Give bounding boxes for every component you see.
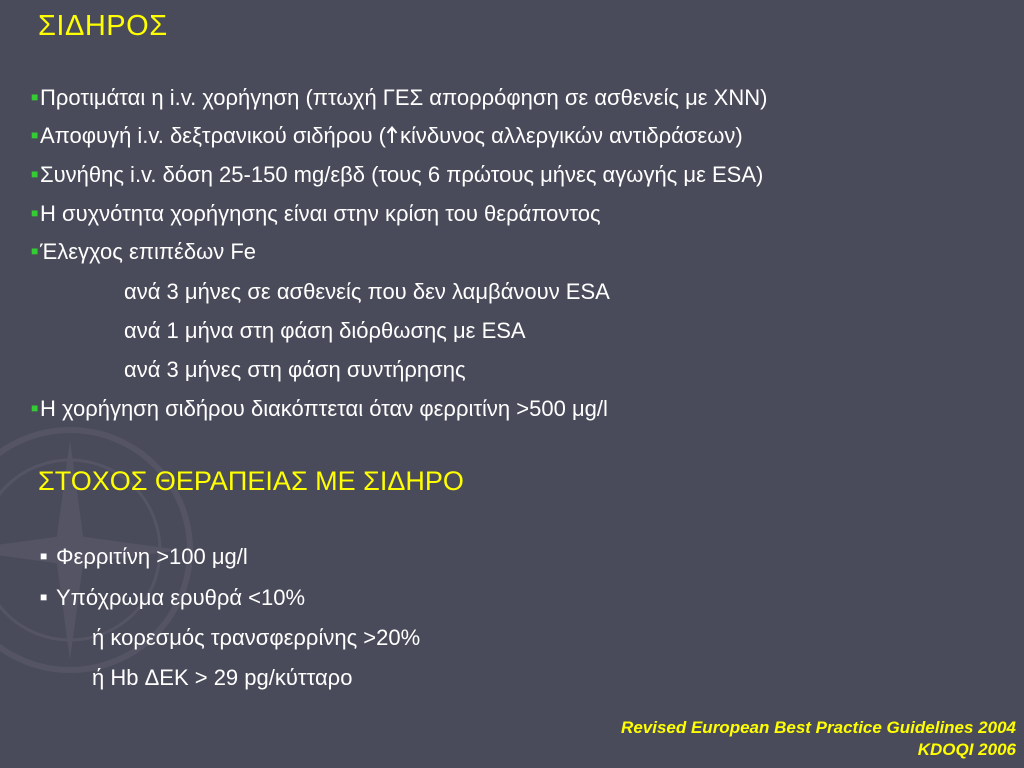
list-item (31, 161, 763, 188)
list-item (31, 84, 767, 111)
sub-list-item (124, 318, 526, 344)
list-item-text: ανά 3 μήνες στη φάση συντήρησης (124, 357, 466, 382)
list-item-text: κίνδυνος αλλεργικών αντιδράσεων) (400, 123, 743, 148)
arrow-up-icon (386, 126, 398, 144)
reference-line: Revised European Best Practice Guidelines 2004 (621, 718, 1016, 737)
page-title: ΣΙΔΗΡΟΣ (38, 10, 168, 42)
sub-list-item (124, 357, 466, 383)
list-item-text: ανά 3 μήνες σε ασθενείς που δεν λαμβάνουν ESA (124, 279, 610, 304)
bullet-icon: ■ (31, 401, 39, 415)
sub-list-item (92, 625, 420, 651)
sub-list-item (92, 665, 352, 691)
list-item-text: Η συχνότητα χορήγησης είναι στην κρίση του θεράποντος (40, 201, 601, 226)
list-item-text: ή Hb ΔΕΚ > 29 pg/κύτταρο (92, 665, 353, 690)
reference-citation (621, 717, 1016, 761)
list-item (31, 200, 601, 227)
list-item (40, 543, 248, 570)
bullet-icon: ■ (31, 206, 39, 220)
list-item-text: Συνήθης i.v. δόση 25-150 mg/εβδ (τους 6 πρώτους μήνες αγωγής με ESA) (40, 162, 764, 187)
list-item-text: Προτιμάται η i.v. χορήγηση (πτωχή ΓΕΣ απορρόφηση σε ασθενείς με ΧΝΝ) (40, 85, 768, 110)
reference-line: KDOQI 2006 (917, 740, 1016, 759)
list-item-text: ανά 1 μήνα στη φάση διόρθωσης με ESA (124, 318, 526, 343)
list-item (31, 238, 256, 265)
sub-list-item (124, 279, 610, 305)
list-item (31, 395, 608, 422)
list-item (31, 122, 743, 149)
list-item-text: Φερριτίνη >100 μg/l (56, 544, 248, 569)
list-item-text: Η χορήγηση σιδήρου διακόπτεται όταν φερριτίνη >500 μg/l (40, 396, 608, 421)
section-heading: ΣΤΟΧΟΣ ΘΕΡΑΠΕΙΑΣ ΜΕ ΣΙΔΗΡΟ (38, 466, 464, 496)
list-item-text: Έλεγχος επιπέδων Fe (40, 239, 257, 264)
bullet-icon: ■ (31, 128, 39, 142)
bullet-icon: ■ (40, 590, 48, 604)
list-item (40, 584, 305, 611)
bullet-icon: ■ (31, 244, 39, 258)
list-item-text: ή κορεσμός τρανσφερρίνης >20% (92, 625, 421, 650)
list-item-text: Υπόχρωμα ερυθρά <10% (56, 585, 306, 610)
bullet-icon: ■ (31, 167, 39, 181)
bullet-icon: ■ (31, 90, 39, 104)
bullet-icon: ■ (40, 549, 48, 563)
list-item-text: Αποφυγή i.v. δεξτρανικού σιδήρου ( (40, 123, 387, 148)
